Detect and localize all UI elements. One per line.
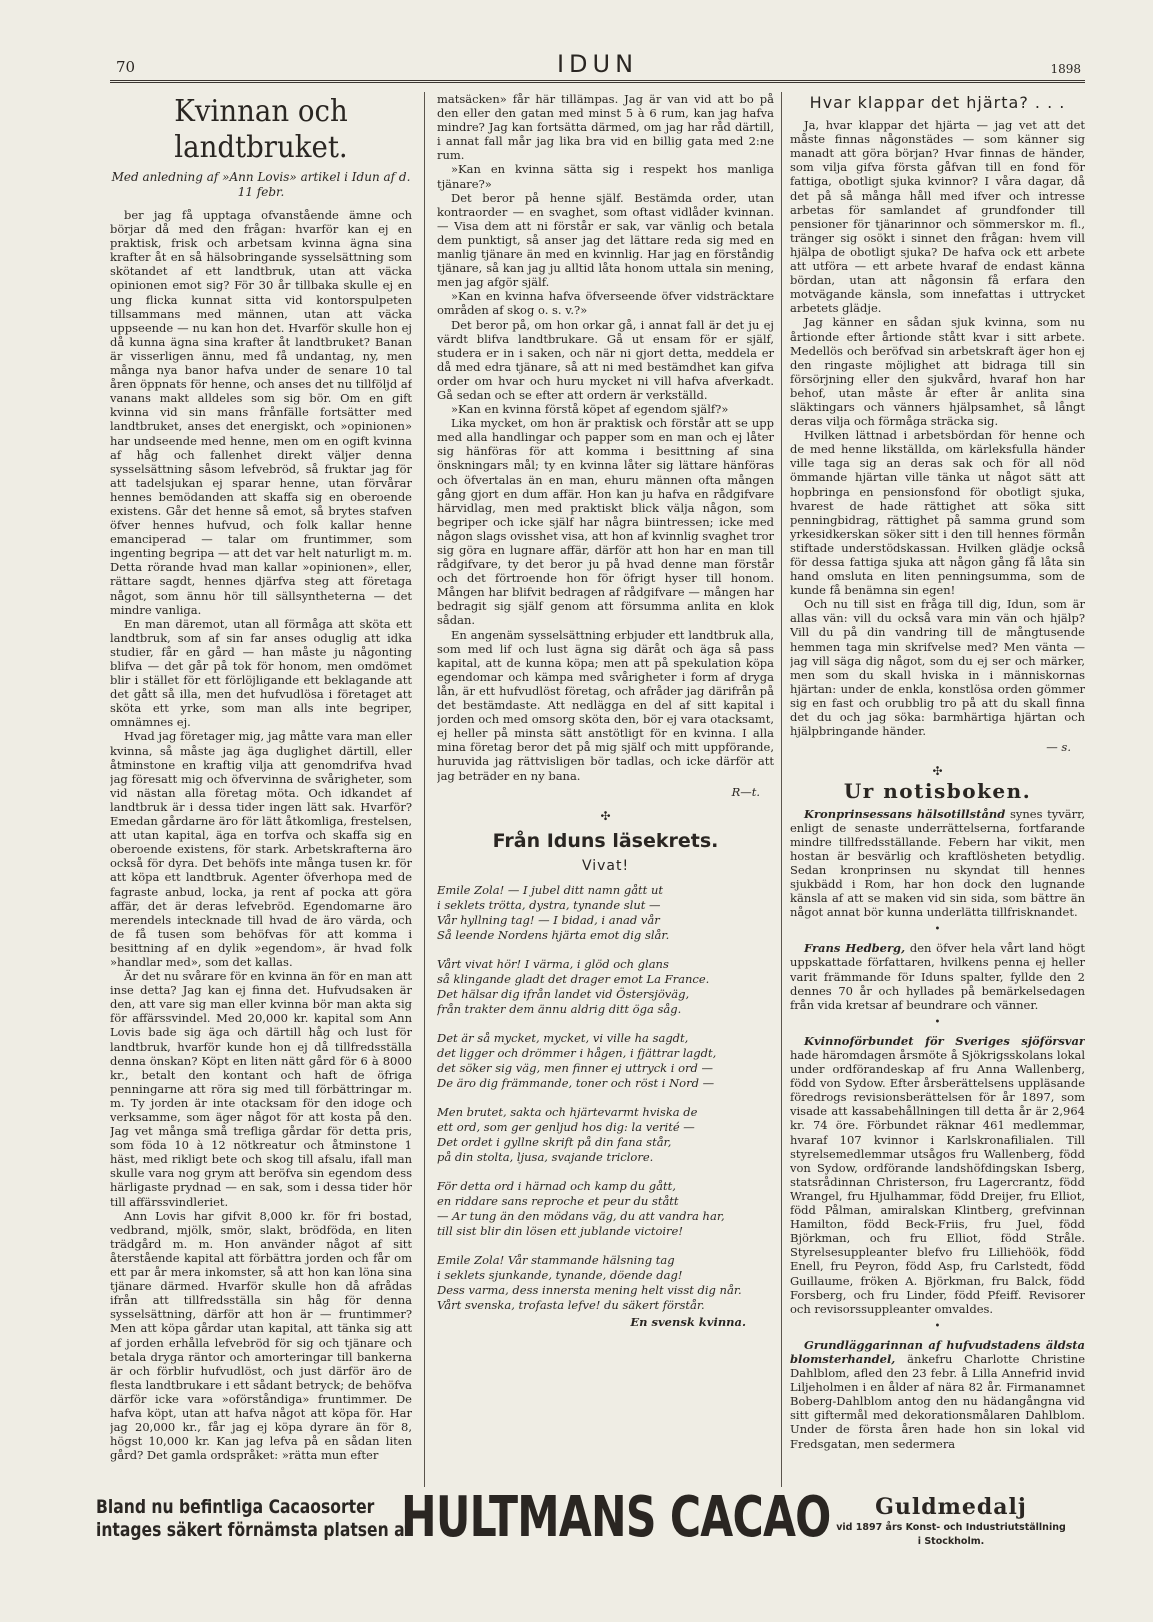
award-line: vid 1897 års Konst- och Industriutställning [836, 1522, 1066, 1533]
poem-line: De äro dig främmande, toner och röst i Nord — [437, 1075, 715, 1090]
poem-line: på din stolta, ljusa, svajande triclore. [437, 1149, 654, 1164]
separator-icon: • [934, 1320, 941, 1332]
ad-tagline [96, 1496, 412, 1542]
poem-line: — Ar tung än den mödans väg, du att vandra har, [437, 1208, 725, 1223]
separator-icon: • [934, 1016, 941, 1028]
poem-line: Det ordet i gyllne skrift på din fana står, [437, 1134, 672, 1149]
news-item [790, 941, 1085, 1011]
poem-line: Emile Zola! Vår stammande hälsning tag [437, 1252, 675, 1267]
poem-line: Vårt svenska, trofasta lefve! du säkert förstår. [437, 1297, 705, 1312]
column-divider [781, 92, 782, 1487]
paragraph: Ann Lovis har gifvit 8,000 kr. för fri bostad, vedbrand, mjölk, smör, slakt, brödföda, en liten trädgård m. m. Hon använder något af sitt återstående kapital att förbättra jorden och får om ett par år mera inkomster, så att hon kan löna sina tjänare därmed. Hvarför skulle hon då afrådas ifrån att tillfredsställa sin håg för denna sysselsättning, därför att hon är — fruntimmer? Men att köpa gårdar utan kapital, att tänka sig att af jorden erhålla lefvebröd för sig och tjänare och betala dryga räntor och amorteringar till bankerna är och förblir hufvudlöst, och just därför äro de flesta landtbrukare i ett sådant betryck; de behöfva därför icke vara »oförståndiga» fruntimmer. De hafva köpt, utan att hafva något att köpa för. Har jag 20,000 kr., får jag ej köpa dyrare än för 8, högst 10,000 kr. Kan jag lefva på en sådan liten gård? Det gamla ordspråket: »rätta mun efter [110, 1208, 412, 1463]
separator-icon: • [934, 924, 941, 936]
paragraph: »Kan en kvinna förstå köpet af egendom själf?» [451, 402, 729, 417]
year-label: 1898 [1050, 62, 1081, 76]
paragraph: »Kan en kvinna hafva öfverseende öfver vidsträcktare områden af skog o. s. v.?» [437, 289, 774, 318]
ornament-icon: ✣ [600, 808, 611, 823]
paragraph: Ja, hvar klappar det hjärta — jag vet att det måste finnas någonstädes — som känner sig manadt att göra början? Hvar finnas de händer, som vilja gifva första gåfvan till en fond för fattiga, obotligt sjuka kvinnor? I våra dagar, då det på så många håll med ifver och intresse arbetas för samlandet af grundfonder till pensioner för tjänarinnor och sömmerskor m. fl., tränger sig osökt i sinnet den frågan: hvem vill hjälpa de obotligt sjuka? De hafva ock ett arbete att utföra — ett arbete hvaraf de endast känna bördan, utan att någonsin få erfara den motvägande känsla, som innefattas i uttrycket arbetets glädje. [790, 118, 1085, 316]
article-signature: R—t. [731, 784, 760, 799]
ad-award [816, 1494, 1086, 1548]
news-item [790, 1034, 1085, 1316]
article-title: Kvinnan och landtbruket. [174, 94, 348, 165]
news-text: synes tyvärr, enligt de senaste underrättelserna, fortfarande mindre tillfredsställande. Febern har vikit, men hostan är besvärlig och kraftlösheten betydlig. Sedan kronprinsen nu skyndat till hennes sjukbädd i Rom, har hon dock den lugnande känsla af att se maken vid sin sida, som bättre än något annat bör kunna underlätta tillfrisknandet. [790, 806, 1085, 920]
news-text: änkefru Charlotte Christine Dahlblom, afled den 23 febr. å Lilla Annefrid invid Liljeholmen i en ålder af nära 82 år. Firmanamnet Boberg-Dahlblom antog den nu hädangångna vid sitt giftermål med dekorationsmålaren Dahlblom. Under de första åren hade hon sin lokal vid Fredsgatan, men sedermera [790, 1351, 1085, 1451]
paragraph: Är det nu svårare för en kvinna än för en man att inse detta? Jag kan ej finna det. Hufvudsaken är den, att vare sig man eller kvinna bör man akta sig för affärssvindel. Med 20,000 kr. kapital som Ann Lovis bade sig äga och därtill håg och lust för landtbruk, hvarför kunde hon ej då tillfredsställa denna önskan? Köpt en liten nätt gård för 6 à 8000 kr., betalt den kontant och haft de öfriga penningarne att röra sig med till förbättringar m. m. Ty jorden är inte otacksam för den idoge och verksamme, som äger något för att kosta på den. Jag vet många små trefliga gårdar för detta pris, som föda 10 à 12 nötkreatur och åtminstone 1 häst, med rikligt bete och skog till afsalu, ifall man skulle vara nog grym att beröfva sin egendom dess härligaste prydnad — en sak, som i dessa tider hör till affärssvindleriet. [110, 969, 412, 1209]
award-line: i Stockholm. [917, 1536, 985, 1547]
paragraph: Lika mycket, om hon är praktisk och förstår att se upp med alla handlingar och papper som en man och ej låter sig hänföras för att komma i besittning af sina önskningars mål; ty en kvinna låter sig lättare hänföras och öfvertalas än en man, ehuru männen ofta mången gång gjort en dum affär. Hon kan ju hafva en rådgifvare härvidlag, men med praktiskt blick välja någon, som begriper och icke själf har några biintressen; icke med någon slags ovisshet visa, att hon af kvinnlig svaghet tror sig göra en lugnare affär, därför att hon har en man till rådgifvare, ty det beror ju på hvad denne man förstår och det förtroende hon för öfrigt hyser till honom. Mången har blifvit bedragen af rådgifvare — mången har bedragit sig själf genom att försumma anlita en klok sådan. [437, 416, 774, 628]
news-lead: Frans Hedberg, [804, 941, 906, 956]
article-signature: — s. [1046, 740, 1071, 755]
poem-line: För detta ord i härnad och kamp du gått, [437, 1178, 676, 1193]
section-title: Från Iduns läsekrets. [492, 829, 719, 852]
masthead-title: IDUN [556, 50, 639, 78]
poem-signature: En svensk kvinna. [630, 1314, 746, 1329]
poem-line: ett ord, som ger genljud hos dig: la verité — [437, 1119, 695, 1134]
news-item [790, 807, 1085, 920]
news-lead: Kronprinsessans hälsotillstånd [804, 806, 1006, 821]
news-lead: Grundläggarinnan af hufvudstadens äldsta blomsterhandel, [790, 1337, 1085, 1366]
poem-line: det ligger och drömmer i hågen, i fjättrar lagdt, [437, 1045, 717, 1060]
poem-line: det söker sig väg, men finner ej uttryck i ord — [437, 1060, 714, 1075]
poem-line: Det hälsar dig ifrån landet vid Östersjöväg, [437, 986, 690, 1001]
article-title: Hvar klappar det hjärta? . . . [809, 93, 1066, 112]
poem-line: så klingande gladt det drager emot La France. [437, 971, 710, 986]
news-text: den öfver hela vårt land högt uppskattade författaren, hvilkens penna ej heller varit främmande för Iduns spalter, fyllde den 2 dennes 70 år och hyllades på bemärkelsedagen från vida kretsar af beundrare och vänner. [790, 941, 1085, 1012]
poem-stanza [437, 883, 774, 943]
column-1 [110, 92, 412, 1487]
poem-line: i seklets trötta, dystra, tynande slut — [437, 897, 661, 912]
poem-title: Vivat! [581, 857, 630, 874]
poem-line: Det är så mycket, mycket, vi ville ha sagdt, [437, 1030, 689, 1045]
ad-line: intages säkert förnämsta platsen af [96, 1519, 412, 1541]
poem-line: Vår hyllning tag! — I bidad, i anad vår [437, 912, 660, 927]
paragraph: ber jag få upptaga ofvanstående ämne och börjar då med den frågan: hvarför kan ej en praktisk, frisk och arbetsam kvinna ägna sina krafter åt en så hälsobringande sysselsättning som skötandet af ett landtbruk, utan att väcka opinionen emot sig? För 30 år tillbaka skulle ej en ung flicka kunnat sitta vid kontorspulpeten tillsammans med männen, utan att väcka uppseende — nu kan hon det. Hvarför skulle hon ej då kunna ägna sina krafter åt landtbruket? Banan är visserligen ännu, med få undantag, ny, men många nya banor hafva under de senare 10 tal åren öppnats för henne, och anses det nu tillföljd af vanans makt alldeles som sig bör. Om en gift kvinna vid sin mans frånfälle fortsätter med landtbruket, anses det energiskt, och »opinionen» har undseende med henne, men om en ogift kvinna af håg och fallenhet direkt väljer denna sysselsättning såsom lefvebröd, så fruktar jag för att tadelsjukan ej sparar henne, utan förvårar hennes bemödanden att skaffa sig en oberoende existens. Går det henne så emot, så brytes stafven öfver hennes hufvud, och folk kallar henne emanciperad — talar om fruntimmer, som ingenting begripa — att det var helt naturligt m. m. Detta rörande hvad man kallar »opinionen», eller, rättare sagdt, hennes djärfva steg att företaga något, som ännu hör till sällsyntheterna — det mindre vanliga. [110, 208, 412, 617]
paragraph: »Kan en kvinna sätta sig i respekt hos manliga tjänare?» [437, 162, 774, 191]
page-header [110, 50, 1085, 80]
poem-line: från trakter dem ännu aldrig ditt öga såg. [437, 1001, 682, 1016]
column-divider [424, 92, 425, 1487]
poem-stanza [437, 957, 774, 1017]
header-rule [110, 80, 1085, 83]
news-text: hade häromdagen årsmöte å Sjökrigsskolans lokal under ordförandeskap af fru Anna Wallenberg, född von Sydow. Efter årsberättelsens uppläsande föredrogs revisionsberättelsen för år 1897, som visade att kassabehållningen till detta år är 2,964 kr. 74 öre. Förbundet räknar 461 medlemmar, hvaraf 107 kvinnor i Karlskronafilialen. Till styrelsemedlemmar utsågos fru Wallenberg, född von Sydow, ordförande landshöfdingskan Isberg, statsrådinnan Christerson, fru Lagercrantz, född Wrangel, fru Hjulhammar, född Dreijer, fru Elliot, född Pålman, amiralskan Klintberg, grefvinnan Hamilton, född Beck-Friis, fru Juel, född Björkman, och fru Elliot, född Stråle. Styrelsesuppleanter blefvo fru Lilliehöök, född Enell, fru Peyron, född Asp, fru Carlstedt, född Guillaume, fröken A. Björkman, fru Balck, född Forsberg, och fru Linder, född Pfeiff. Revisorer och revisorssuppleanter omvaldes. [790, 1048, 1085, 1316]
section-title: Ur notisboken. [843, 779, 1032, 804]
column-2 [437, 92, 774, 1487]
paragraph: Och nu till sist en fråga till dig, Idun, som är allas vän: vill du också vara min vän och hjälp? Vill du på din vandring till de mångtusende hemmen taga min skrifvelse med? Men vänta — jag vill säga dig något, som du ej ser och märker, men som du skall hviska in i människornas hjärtan: under de enkla, konstlösa orden gömmer sig en fast och orubblig tro på att du skall finna det du och jag söka: barmhärtiga hjärtan och hjälpbringande händer. [790, 597, 1085, 739]
paragraph: En man däremot, utan all förmåga att sköta ett landtbruk, som af sin far anses oduglig att idka studier, får en gård — han måste ju någonting blifva — det går på tok för honom, men omdömet blir i stället för ett förlöjligande ett beklagande att det gått så illa, men det hufvudlösa i företaget att sköta ett yrke, som man alls inte begriper, omnämnes ej. [110, 616, 412, 730]
paragraph: Hvad jag företager mig, jag måtte vara man eller kvinna, så måste jag äga duglighet därtill, eller åtminstone en kraftig vilja att genomdrifva hvad jag föresatt mig och öfvervinna de svårigheter, som vid nästan alla företag möta. Och idkandet af landtbruk är i dessa tider ingen lätt sak. Hvarför? Emedan gårdarne äro för lätt åtkomliga, frestelsen, att utan kapital, äga en torfva och skaffa sig en oberoende existens, för stark. Arbetskrafterna äro också för dyra. Det behöfs inte många tusen kr. för att köpa ett landtbruk. Agenter öfverhopa med de fagraste anbud, locka, ja rent af pocka att göra affär, det är deras lefvebröd. Egendomarne äro merendels intecknade till hvad de äro värda, och de få tusen som behöfvas för att komma i besittning af en dylik »egendom», är hvad folk »handlar med», som det kallas. [110, 729, 412, 969]
paragraph: Det beror på henne själf. Bestämda order, utan kontraorder — en svaghet, som oftast vidlåder kvinnan. — Visa dem att ni förstår er sak, var vänlig och betala dem punktigt, så anser jag det lättare reda sig med en manlig tjänare än med en kvinnlig. Har jag en förståndig tjänare, så kan jag ju alltid låta honom uttala sin mening, men jag afgör själf. [437, 190, 774, 290]
advertisement [96, 1485, 1086, 1597]
poem-line: i seklets sjunkande, tynande, döende dag! [437, 1267, 683, 1282]
poem [437, 883, 774, 1330]
paragraph: Det beror på, om hon orkar gå, i annat fall är det ju ej värdt blifva landtbrukare. Gå ut ensam för er själf, studera er in i saken, och när ni gjort detta, meddela er då med edra tjänare, så att ni med bestämdhet kan gifva order om hvar och huru mycket ni vill hafva afverkadt. Gå sedan och se efter att ordern är verkställd. [437, 317, 774, 402]
poem-line: Så leende Nordens hjärta emot dig slår. [437, 927, 670, 942]
paragraph: Hvilken lättnad i arbetsbördan för henne och de med henne likställda, om kärleksfulla händer ville taga sig an deras sak och för all nöd ömmande hjärtan ville tänka ut något sätt att hopbringa en pensionsfond för obotligt sjuka, hvarest de hade rättighet att söka sitt penningbidrag, rättighet på samma grund som yrkesidkerskan söker sitt i den till hennes förmån stiftade understödskassan. Hvilken glädje också för dessa fattiga sjuka att någon gång få låta sin hand omsluta en liten penningsumma, som de kunde få benämna sin egen! [790, 428, 1085, 598]
poem-line: en riddare sans reproche et peur du stått [437, 1193, 679, 1208]
poem-line: till sist blir din lösen ett jublande victoire! [437, 1223, 683, 1238]
paragraph: En angenäm sysselsättning erbjuder ett landtbruk alla, som med lif och lust ägna sig däråt och äga så pass kapital, att de kunna köpa; men att på spekulation köpa egendomar och kämpa med svårigheter i form af dryga lån, är ett hufvudlöst företag, och afråder jag därifrån på det bestämdaste. Att nedlägga en del af sitt kapital i jorden och med omsorg sköta den, bör ej vara otacksamt, ej heller på minsta sätt anstötligt för en kvinna. I alla mina företag beror det på mig själf och mitt uppförande, huruvida jag rättvisligen bör tadlas, och icke därför att jag beträder en ny bana. [437, 627, 774, 783]
poem-stanza [437, 1031, 774, 1091]
page-number: 70 [116, 58, 136, 76]
news-lead: Kvinnoförbundet för Sveriges sjöförsvar [804, 1033, 1085, 1048]
poem-stanza [437, 1179, 774, 1239]
paragraph: matsäcken» får här tillämpas. Jag är van vid att bo på den eller den gatan med minst 5 à 6 rum, kan jag hafva mindre? Jag kan fortsätta därmed, om jag har råd därtill, i annat fall mår jag lika bra vid en billig gata med 2:ne rum. [437, 92, 774, 163]
medal-label: Guldmedalj [875, 1494, 1027, 1520]
poem-line: Emile Zola! — I jubel ditt namn gått ut [437, 882, 663, 897]
poem-line: Dess varma, dess innersta mening helt visst dig når. [437, 1282, 742, 1297]
article-subtitle: Med anledning af »Ann Lovis» artikel i Idun af d. 11 febr. [111, 170, 411, 199]
poem-stanza [437, 1253, 774, 1313]
ad-brand: HULTMANS CACAO [401, 1485, 831, 1550]
paragraph: Jag känner en sådan sjuk kvinna, som nu årtionde efter årtionde stått kvar i sitt arbete. Medellös och beröfvad sin arbetskraft äger hon ej den ringaste möjlighet att bidraga till sin försörjning eller den sjukvård, hvaraf hon har behof, utan måste år efter år anlita sina släktingars och vänners hjälpsamhet, så långt deras vilja och förmåga sträcka sig. [790, 315, 1085, 429]
poem-stanza [437, 1105, 774, 1165]
ad-line: Bland nu befintliga Cacaosorter [96, 1496, 375, 1518]
column-3 [790, 92, 1085, 1487]
ornament-icon: ✣ [932, 764, 943, 779]
poem-line: Men brutet, sakta och hjärtevarmt hviska de [437, 1104, 698, 1119]
news-item [790, 1338, 1085, 1451]
poem-line: Vårt vivat hör! I värma, i glöd och glans [437, 956, 669, 971]
